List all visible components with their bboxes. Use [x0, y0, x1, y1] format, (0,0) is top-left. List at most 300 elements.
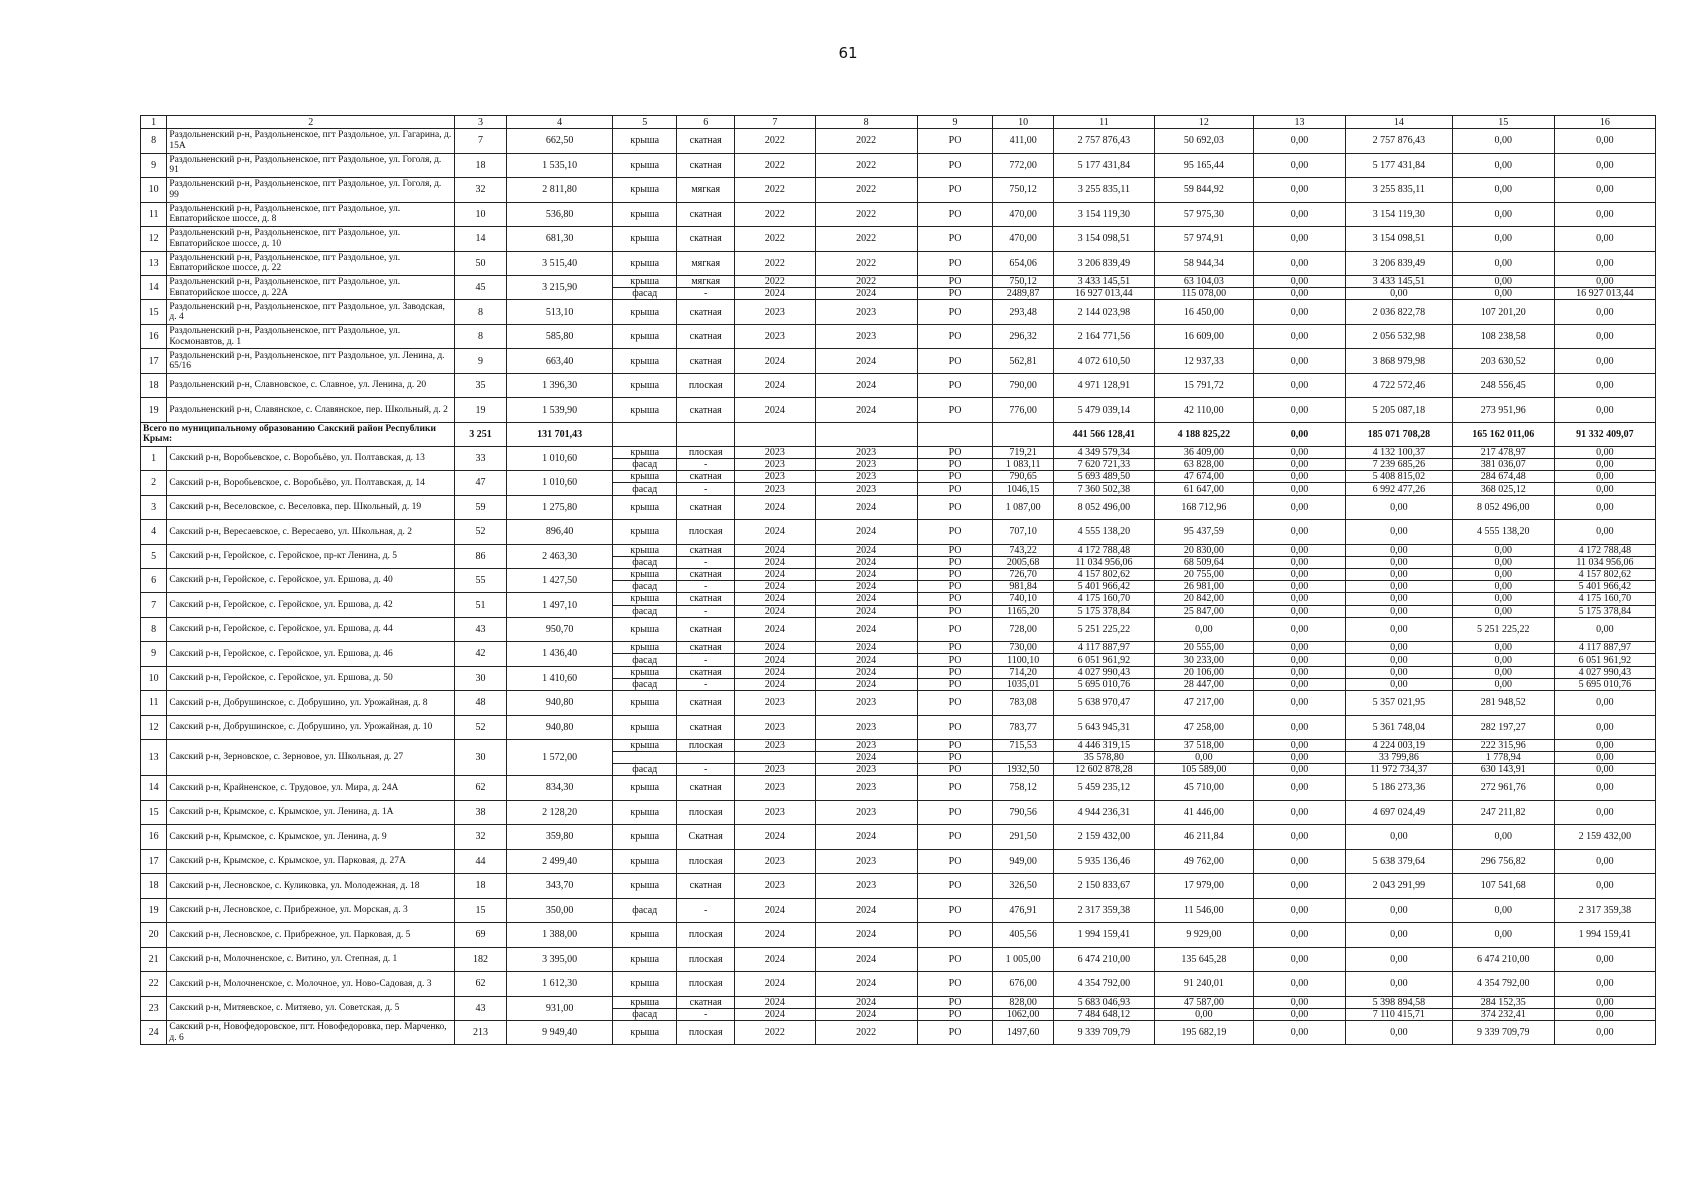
- col-3-cell: 33: [455, 446, 507, 470]
- value-cell: 2022: [735, 129, 815, 154]
- table-row: [141, 202, 1656, 227]
- value-cell: 758,12: [993, 776, 1053, 801]
- value-cell: 2023: [815, 874, 917, 899]
- value-cell: 2024: [735, 996, 815, 1008]
- address-cell: Раздольненский р-н, Раздольненское, пгт Раздольное, ул. Евпаторийское шоссе, д. 10: [167, 227, 455, 252]
- value-cell: 296 756,82: [1452, 849, 1554, 874]
- row-number: 2: [141, 471, 167, 495]
- value-cell: 0,00: [1346, 1020, 1453, 1045]
- value-cell: 740,10: [993, 593, 1053, 605]
- value-cell: 16 609,00: [1154, 324, 1253, 349]
- value-cell: 63 104,03: [1154, 276, 1253, 288]
- value-cell: 0,00: [1346, 898, 1453, 923]
- value-cell: 9 339 709,79: [1053, 1020, 1154, 1045]
- value-cell: 0,00: [1554, 691, 1655, 716]
- value-cell: 0,00: [1253, 972, 1345, 997]
- value-cell: РО: [917, 593, 993, 605]
- address-cell: Сакский р-н, Геройское, с. Геройское, ул. Ершова, д. 44: [167, 617, 455, 642]
- value-cell: 2023: [735, 740, 815, 752]
- value-cell: 59 844,92: [1154, 178, 1253, 203]
- value-cell: 2023: [815, 715, 917, 740]
- value-cell: 715,53: [993, 740, 1053, 752]
- value-cell: РО: [917, 471, 993, 483]
- value-cell: 11 034 956,06: [1554, 556, 1655, 568]
- value-cell: 7 360 502,38: [1053, 483, 1154, 495]
- value-cell: 4 027 990,43: [1554, 666, 1655, 678]
- value-cell: плоская: [677, 849, 735, 874]
- value-cell: 2024: [735, 972, 815, 997]
- value-cell: РО: [917, 947, 993, 972]
- value-cell: 2022: [735, 1020, 815, 1045]
- value-cell: крыша: [613, 349, 677, 374]
- value-cell: РО: [917, 752, 993, 764]
- total-c12: 4 188 825,22: [1154, 422, 1253, 446]
- value-cell: 0,00: [1554, 483, 1655, 495]
- value-cell: 203 630,52: [1452, 349, 1554, 374]
- value-cell: 1932,50: [993, 764, 1053, 776]
- value-cell: фасад: [613, 654, 677, 666]
- value-cell: 2023: [815, 740, 917, 752]
- table-row: [141, 569, 1656, 581]
- value-cell: 2023: [735, 471, 815, 483]
- value-cell: 0,00: [1253, 1008, 1345, 1020]
- value-cell: 1 005,00: [993, 947, 1053, 972]
- value-cell: скатная: [677, 471, 735, 483]
- value-cell: 0,00: [1554, 349, 1655, 374]
- value-cell: 91 240,01: [1154, 972, 1253, 997]
- value-cell: 5 251 225,22: [1053, 617, 1154, 642]
- empty-cell: [613, 422, 677, 446]
- value-cell: 0,00: [1554, 1020, 1655, 1045]
- col-3-cell: 14: [455, 227, 507, 252]
- value-cell: 0,00: [1554, 227, 1655, 252]
- value-cell: 0,00: [1452, 251, 1554, 276]
- value-cell: 2023: [735, 324, 815, 349]
- value-cell: скатная: [677, 691, 735, 716]
- value-cell: 0,00: [1554, 300, 1655, 325]
- table-row: [141, 446, 1656, 458]
- value-cell: 2 317 359,38: [1053, 898, 1154, 923]
- address-cell: Сакский р-н, Добрушинское, с. Добрушино, ул. Урожайная, д. 8: [167, 691, 455, 716]
- value-cell: скатная: [677, 617, 735, 642]
- col-4-cell: 1 497,10: [506, 593, 613, 617]
- value-cell: 0,00: [1346, 642, 1453, 654]
- value-cell: 0,00: [1554, 520, 1655, 545]
- value-cell: 12 602 878,28: [1053, 764, 1154, 776]
- value-cell: 2024: [735, 617, 815, 642]
- value-cell: скатная: [677, 593, 735, 605]
- value-cell: 0,00: [1253, 471, 1345, 483]
- value-cell: крыша: [613, 251, 677, 276]
- value-cell: 0,00: [1253, 251, 1345, 276]
- value-cell: крыша: [613, 617, 677, 642]
- value-cell: 33 799,86: [1346, 752, 1453, 764]
- value-cell: 107 201,20: [1452, 300, 1554, 325]
- value-cell: 0,00: [1253, 483, 1345, 495]
- address-cell: Сакский р-н, Зерновское, с. Зерновое, ул. Школьная, д. 27: [167, 740, 455, 776]
- table-row: [141, 276, 1656, 288]
- value-cell: крыша: [613, 300, 677, 325]
- address-cell: Раздольненский р-н, Раздольненское, пгт Раздольное, ул. Ленина, д. 65/16: [167, 349, 455, 374]
- total-label: Всего по муниципальному образованию Сакский район Республики Крым:: [141, 422, 455, 446]
- value-cell: 0,00: [1452, 569, 1554, 581]
- value-cell: скатная: [677, 227, 735, 252]
- value-cell: РО: [917, 520, 993, 545]
- value-cell: 0,00: [1253, 300, 1345, 325]
- column-header: 1: [141, 116, 167, 129]
- row-number: 16: [141, 825, 167, 850]
- value-cell: 654,06: [993, 251, 1053, 276]
- value-cell: 0,00: [1346, 288, 1453, 300]
- value-cell: 2024: [735, 654, 815, 666]
- value-cell: РО: [917, 556, 993, 568]
- address-cell: Сакский р-н, Крымское, с. Крымское, ул. Парковая, д. 27А: [167, 849, 455, 874]
- value-cell: 296,32: [993, 324, 1053, 349]
- value-cell: 0,00: [1452, 593, 1554, 605]
- value-cell: крыша: [613, 740, 677, 752]
- value-cell: 3 154 098,51: [1346, 227, 1453, 252]
- value-cell: 1035,01: [993, 678, 1053, 690]
- value-cell: 1062,00: [993, 1008, 1053, 1020]
- value-cell: 0,00: [1253, 129, 1345, 154]
- value-cell: 3 154 098,51: [1053, 227, 1154, 252]
- value-cell: 2024: [815, 544, 917, 556]
- col-4-cell: 1 612,30: [506, 972, 613, 997]
- value-cell: 2024: [735, 923, 815, 948]
- table-row: [141, 153, 1656, 178]
- value-cell: фасад: [613, 1008, 677, 1020]
- value-cell: 1046,15: [993, 483, 1053, 495]
- value-cell: 0,00: [1554, 459, 1655, 471]
- value-cell: РО: [917, 129, 993, 154]
- value-cell: фасад: [613, 581, 677, 593]
- value-cell: 272 961,76: [1452, 776, 1554, 801]
- value-cell: 4 555 138,20: [1053, 520, 1154, 545]
- value-cell: 5 408 815,02: [1346, 471, 1453, 483]
- value-cell: РО: [917, 800, 993, 825]
- col-4-cell: 350,00: [506, 898, 613, 923]
- value-cell: мягкая: [677, 276, 735, 288]
- value-cell: 2024: [815, 752, 917, 764]
- address-cell: Сакский р-н, Воробьевское, с. Воробьёво, ул. Полтавская, д. 13: [167, 446, 455, 470]
- value-cell: скатная: [677, 495, 735, 520]
- col-3-cell: 62: [455, 972, 507, 997]
- address-cell: Раздольненский р-н, Раздольненское, пгт Раздольное, ул. Гоголя, д. 99: [167, 178, 455, 203]
- value-cell: крыша: [613, 642, 677, 654]
- row-number: 5: [141, 544, 167, 568]
- value-cell: 7 110 415,71: [1346, 1008, 1453, 1020]
- value-cell: 0,00: [1452, 678, 1554, 690]
- address-cell: Сакский р-н, Добрушинское, с. Добрушино, ул. Урожайная, д. 10: [167, 715, 455, 740]
- col-4-cell: 2 463,30: [506, 544, 613, 568]
- value-cell: 68 509,64: [1154, 556, 1253, 568]
- value-cell: РО: [917, 740, 993, 752]
- table-row: [141, 227, 1656, 252]
- value-cell: 105 589,00: [1154, 764, 1253, 776]
- value-cell: 3 154 119,30: [1346, 202, 1453, 227]
- value-cell: 0,00: [1253, 349, 1345, 374]
- table-row: [141, 825, 1656, 850]
- value-cell: 405,56: [993, 923, 1053, 948]
- col-3-cell: 43: [455, 617, 507, 642]
- value-cell: 0,00: [1253, 947, 1345, 972]
- value-cell: 0,00: [1554, 1008, 1655, 1020]
- value-cell: 9 929,00: [1154, 923, 1253, 948]
- table-row: [141, 251, 1656, 276]
- value-cell: 4 157 802,62: [1053, 569, 1154, 581]
- value-cell: 2 056 532,98: [1346, 324, 1453, 349]
- value-cell: 750,12: [993, 178, 1053, 203]
- value-cell: 15 791,72: [1154, 373, 1253, 398]
- row-number: 18: [141, 373, 167, 398]
- value-cell: 0,00: [1554, 276, 1655, 288]
- value-cell: 293,48: [993, 300, 1053, 325]
- value-cell: 5 175 378,84: [1554, 605, 1655, 617]
- value-cell: 2024: [815, 642, 917, 654]
- address-cell: Раздольненский р-н, Раздольненское, пгт Раздольное, ул. Евпаторийское шоссе, д. 22А: [167, 276, 455, 300]
- value-cell: 2023: [735, 691, 815, 716]
- value-cell: 0,00: [1253, 605, 1345, 617]
- value-cell: 3 255 835,11: [1053, 178, 1154, 203]
- column-header: 13: [1253, 116, 1345, 129]
- value-cell: РО: [917, 202, 993, 227]
- total-c14: 185 071 708,28: [1346, 422, 1453, 446]
- value-cell: 0,00: [1253, 324, 1345, 349]
- value-cell: 2024: [735, 1008, 815, 1020]
- value-cell: 0,00: [1253, 715, 1345, 740]
- value-cell: 2 036 822,78: [1346, 300, 1453, 325]
- value-cell: 0,00: [1253, 678, 1345, 690]
- value-cell: 2022: [815, 276, 917, 288]
- value-cell: 0,00: [1554, 202, 1655, 227]
- value-cell: 49 762,00: [1154, 849, 1253, 874]
- value-cell: РО: [917, 349, 993, 374]
- table-row: [141, 520, 1656, 545]
- value-cell: крыша: [613, 947, 677, 972]
- value-cell: 50 692,03: [1154, 129, 1253, 154]
- value-cell: крыша: [613, 471, 677, 483]
- value-cell: 0,00: [1346, 556, 1453, 568]
- value-cell: 2024: [735, 825, 815, 850]
- value-cell: 0,00: [1154, 617, 1253, 642]
- value-cell: 2024: [735, 349, 815, 374]
- value-cell: 2024: [735, 569, 815, 581]
- value-cell: 35 578,80: [1053, 752, 1154, 764]
- col-4-cell: 1 396,30: [506, 373, 613, 398]
- table-row: [141, 349, 1656, 374]
- value-cell: 3 868 979,98: [1346, 349, 1453, 374]
- value-cell: РО: [917, 654, 993, 666]
- value-cell: 2023: [735, 849, 815, 874]
- value-cell: крыша: [613, 972, 677, 997]
- value-cell: 828,00: [993, 996, 1053, 1008]
- value-cell: 470,00: [993, 202, 1053, 227]
- column-header: 10: [993, 116, 1053, 129]
- col-4-cell: 1 539,90: [506, 398, 613, 423]
- value-cell: 57 975,30: [1154, 202, 1253, 227]
- value-cell: фасад: [613, 483, 677, 495]
- value-cell: 3 433 145,51: [1053, 276, 1154, 288]
- value-cell: 41 446,00: [1154, 800, 1253, 825]
- value-cell: 2023: [735, 446, 815, 458]
- value-cell: 0,00: [1253, 178, 1345, 203]
- row-number: 8: [141, 617, 167, 642]
- value-cell: 0,00: [1554, 129, 1655, 154]
- col-3-cell: 50: [455, 251, 507, 276]
- value-cell: 2023: [815, 800, 917, 825]
- value-cell: РО: [917, 544, 993, 556]
- value-cell: 0,00: [1554, 740, 1655, 752]
- col-4-cell: 931,00: [506, 996, 613, 1020]
- value-cell: 135 645,28: [1154, 947, 1253, 972]
- value-cell: 7 620 721,33: [1053, 459, 1154, 471]
- col-3-cell: 8: [455, 300, 507, 325]
- value-cell: 2022: [815, 202, 917, 227]
- value-cell: 2024: [735, 947, 815, 972]
- col-4-cell: 940,80: [506, 691, 613, 716]
- value-cell: РО: [917, 495, 993, 520]
- value-cell: 2024: [735, 556, 815, 568]
- value-cell: 2024: [815, 947, 917, 972]
- value-cell: 5 186 273,36: [1346, 776, 1453, 801]
- value-cell: 6 474 210,00: [1053, 947, 1154, 972]
- value-cell: 5 638 379,64: [1346, 849, 1453, 874]
- col-3-cell: 69: [455, 923, 507, 948]
- value-cell: крыша: [613, 715, 677, 740]
- value-cell: РО: [917, 923, 993, 948]
- value-cell: крыша: [613, 178, 677, 203]
- value-cell: РО: [917, 898, 993, 923]
- value-cell: скатная: [677, 202, 735, 227]
- value-cell: 63 828,00: [1154, 459, 1253, 471]
- value-cell: крыша: [613, 324, 677, 349]
- value-cell: -: [677, 605, 735, 617]
- value-cell: 2024: [815, 569, 917, 581]
- value-cell: 2024: [815, 398, 917, 423]
- value-cell: 7 239 685,26: [1346, 459, 1453, 471]
- value-cell: 0,00: [1253, 495, 1345, 520]
- row-number: 13: [141, 251, 167, 276]
- value-cell: РО: [917, 373, 993, 398]
- value-cell: 0,00: [1452, 288, 1554, 300]
- value-cell: 8 052 496,00: [1452, 495, 1554, 520]
- value-cell: 17 979,00: [1154, 874, 1253, 899]
- value-cell: 790,00: [993, 373, 1053, 398]
- row-number: 21: [141, 947, 167, 972]
- value-cell: 676,00: [993, 972, 1053, 997]
- value-cell: 0,00: [1154, 1008, 1253, 1020]
- value-cell: 0,00: [1253, 776, 1345, 801]
- value-cell: 4 555 138,20: [1452, 520, 1554, 545]
- col-4-cell: 662,50: [506, 129, 613, 154]
- value-cell: 4 722 572,46: [1346, 373, 1453, 398]
- total-c16: 91 332 409,07: [1554, 422, 1655, 446]
- value-cell: крыша: [613, 800, 677, 825]
- value-cell: 0,00: [1253, 202, 1345, 227]
- value-cell: РО: [917, 569, 993, 581]
- table-row: [141, 996, 1656, 1008]
- col-3-cell: 35: [455, 373, 507, 398]
- value-cell: плоская: [677, 800, 735, 825]
- total-c15: 165 162 011,06: [1452, 422, 1554, 446]
- row-number: 11: [141, 691, 167, 716]
- value-cell: 0,00: [1253, 459, 1345, 471]
- value-cell: 3 433 145,51: [1346, 276, 1453, 288]
- col-3-cell: 213: [455, 1020, 507, 1045]
- value-cell: 0,00: [1346, 544, 1453, 556]
- value-cell: 16 927 013,44: [1554, 288, 1655, 300]
- value-cell: 0,00: [1554, 752, 1655, 764]
- value-cell: 0,00: [1346, 947, 1453, 972]
- value-cell: скатная: [677, 776, 735, 801]
- value-cell: 0,00: [1554, 947, 1655, 972]
- value-cell: 0,00: [1253, 996, 1345, 1008]
- value-cell: 9 339 709,79: [1452, 1020, 1554, 1045]
- table-row: [141, 178, 1656, 203]
- col-4-cell: 1 010,60: [506, 446, 613, 470]
- value-cell: 2023: [815, 459, 917, 471]
- value-cell: 2 043 291,99: [1346, 874, 1453, 899]
- value-cell: 11 034 956,06: [1053, 556, 1154, 568]
- column-header: 16: [1554, 116, 1655, 129]
- col-3-cell: 47: [455, 471, 507, 495]
- table-row: [141, 666, 1656, 678]
- value-cell: скатная: [677, 544, 735, 556]
- value-cell: 2023: [735, 300, 815, 325]
- value-cell: 2024: [735, 373, 815, 398]
- value-cell: 0,00: [1452, 825, 1554, 850]
- value-cell: 0,00: [1253, 276, 1345, 288]
- value-cell: 2022: [815, 153, 917, 178]
- row-number: 14: [141, 276, 167, 300]
- value-cell: 381 036,07: [1452, 459, 1554, 471]
- value-cell: 0,00: [1452, 276, 1554, 288]
- value-cell: 1 087,00: [993, 495, 1053, 520]
- value-cell: 273 951,96: [1452, 398, 1554, 423]
- value-cell: 2024: [815, 556, 917, 568]
- value-cell: крыша: [613, 520, 677, 545]
- value-cell: 783,77: [993, 715, 1053, 740]
- value-cell: 5 638 970,47: [1053, 691, 1154, 716]
- value-cell: 2024: [815, 666, 917, 678]
- value-cell: 0,00: [1554, 178, 1655, 203]
- value-cell: 3 206 839,49: [1053, 251, 1154, 276]
- value-cell: 4 175 160,70: [1554, 593, 1655, 605]
- total-col-3: 3 251: [455, 422, 507, 446]
- col-3-cell: 182: [455, 947, 507, 972]
- value-cell: крыша: [613, 129, 677, 154]
- col-3-cell: 52: [455, 520, 507, 545]
- value-cell: крыша: [613, 593, 677, 605]
- value-cell: 5 935 136,46: [1053, 849, 1154, 874]
- value-cell: 790,56: [993, 800, 1053, 825]
- repair-schedule-table: [140, 115, 1656, 1045]
- table-header-row: [141, 116, 1656, 129]
- col-3-cell: 18: [455, 874, 507, 899]
- value-cell: 0,00: [1346, 569, 1453, 581]
- value-cell: 2024: [815, 825, 917, 850]
- value-cell: 2024: [815, 349, 917, 374]
- column-header: 12: [1154, 116, 1253, 129]
- value-cell: 4 132 100,37: [1346, 446, 1453, 458]
- address-cell: Раздольненский р-н, Раздольненское, пгт Раздольное, ул. Гагарина, д. 15А: [167, 129, 455, 154]
- value-cell: 4 172 788,48: [1053, 544, 1154, 556]
- value-cell: 25 847,00: [1154, 605, 1253, 617]
- value-cell: 0,00: [1253, 153, 1345, 178]
- row-number: 20: [141, 923, 167, 948]
- value-cell: 26 981,00: [1154, 581, 1253, 593]
- row-number: 8: [141, 129, 167, 154]
